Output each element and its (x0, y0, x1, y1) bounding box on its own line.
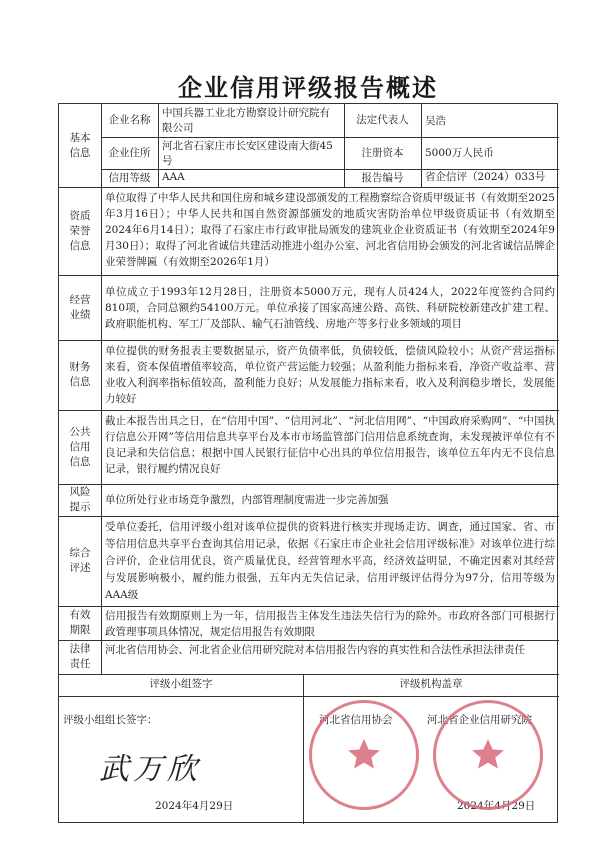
address-value: 河北省石家庄市长安区建设南大街45号 (162, 140, 333, 167)
report-no-label: 报告编号 (361, 171, 404, 184)
group-sign-header: 评级小组签字 (149, 678, 213, 690)
page-title: 企业信用评级报告概述 (178, 74, 438, 102)
grade-label: 信用等级 (108, 171, 151, 184)
org-seal-header: 评级机构盖章 (399, 678, 463, 690)
section-qualification: 资质 荣誉 信息 (69, 209, 91, 252)
report-no-value: 省企信评（2024）033号 (425, 171, 546, 183)
qualification-text: 单位取得了中华人民共和国住房和城乡建设部颁发的工程勘察综合资质甲级证书（有效期至2025年3月16日）；中华人民共和国自然资源部颁发的地质灾害防治单位甲级资质证书（有效期至2024年6月14日）；取得了石家庄市行政审批局颁发的建筑业企业资质证书（有效期至2024年9月30日）；取得了河北省诚信共建活动推进小组办公室、河北省信用协会颁发的河北省诚信品牌企业荣誉牌匾（有效期至2026年1月） (105, 192, 555, 268)
section-finance: 财务 信息 (69, 361, 91, 388)
validity-text: 信用报告有效期原则上为一年，信用报告主体发生违法失信行为的除外。市政府各部门可根据行政管理事项具体情况，规定信用报告有效期限 (105, 610, 555, 638)
business-text: 单位成立于1993年12月28日，注册资本5000万元，现有人员424人，2022年度签约合同约810项，合同总额约54100万元。单位承接了国家高速公路、高铁、科研院校新建改扩建工程、政府职能机构、军工厂及部队、输气石油管线、房地产等多行业多领域的项目 (105, 286, 555, 330)
legal-rep-label: 法定代表人 (356, 114, 409, 126)
org2-name: 河北省企业信用研究院 (427, 714, 532, 726)
capital-value: 5000万人民币 (425, 147, 494, 159)
seal-star-icon (312, 703, 416, 807)
institute-seal (433, 700, 543, 810)
date-left: 2024年4月29日 (155, 800, 234, 812)
company-name-value: 中国兵器工业北方勘察设计研究院有限公司 (162, 107, 330, 134)
section-risk: 风险 提示 (69, 486, 91, 513)
handwritten-signature: 武万欣 (99, 752, 201, 787)
association-seal (309, 700, 419, 810)
grade-value: AAA (162, 171, 185, 183)
overall-text: 受单位委托，信用评级小组对该单位提供的资料进行核实并现场走访、调查，通过国家、省、市等信用信息共享平台查询其信用记录，依据《石家庄市企业社会信用评级标准》对该单位进行综合评价，企业信用优良，资产质量优良，经营管理水平高，经济效益明显，不确定因素对其经营与发展影响极小，履约能力很强，五年内无失信记录，信用评级评估得分为97分，信用等级为AAA级 (105, 521, 555, 601)
section-public-credit: 公共 信用 信息 (69, 425, 91, 468)
liability-text: 河北省信用协会、河北省企业信用研究院对本信用报告内容的真实性和合法性承担法律责任 (105, 644, 525, 656)
section-business: 经营 业绩 (69, 293, 91, 321)
legal-rep-value: 吴浩 (425, 114, 446, 127)
section-validity: 有效 期限 (69, 609, 91, 636)
section-liability: 法律 责任 (69, 643, 91, 670)
report-table (58, 103, 558, 823)
date-right: 2024年4月29日 (457, 800, 536, 812)
capital-label: 注册资本 (361, 146, 404, 159)
public-credit-text: 截止本报告出具之日，在“信用中国”、“信用河北”、“河北信用网”、“中国政府采购网”、“中国执行信息公开网”等信用信息共享平台及本市市场监管部门信用信息系统查询，未发现被评单位有不良记录和失信信息；根据中国人民银行征信中心出具的单位信用报告，该单位五年内无不良信息记录，银行履约情况良好 (105, 415, 555, 475)
finance-text: 单位提供的财务报表主要数据显示，资产负债率低，负债较低，偿债风险较小；从资产营运指标来看，资本保值增值率较高，单位资产营运能力较强；从盈利能力指标来看，净资产收益率、营业收入利润率指标值较高，盈利能力良好；从发展能力指标来看，收入及利润稳步增长，发展能力较好 (105, 345, 555, 405)
section-overall: 综合 评述 (69, 547, 91, 574)
company-name-label: 企业名称 (108, 114, 151, 126)
leader-sign-label: 评级小组组长签字： (63, 714, 158, 726)
section-basic: 基本 信息 (69, 131, 91, 159)
address-label: 企业住所 (108, 146, 151, 159)
risk-text: 单位所处行业市场竞争激烈，内部管理制度需进一步完善加强 (105, 494, 389, 506)
seal-star-icon (436, 703, 540, 807)
org1-name: 河北省信用协会 (319, 714, 393, 726)
